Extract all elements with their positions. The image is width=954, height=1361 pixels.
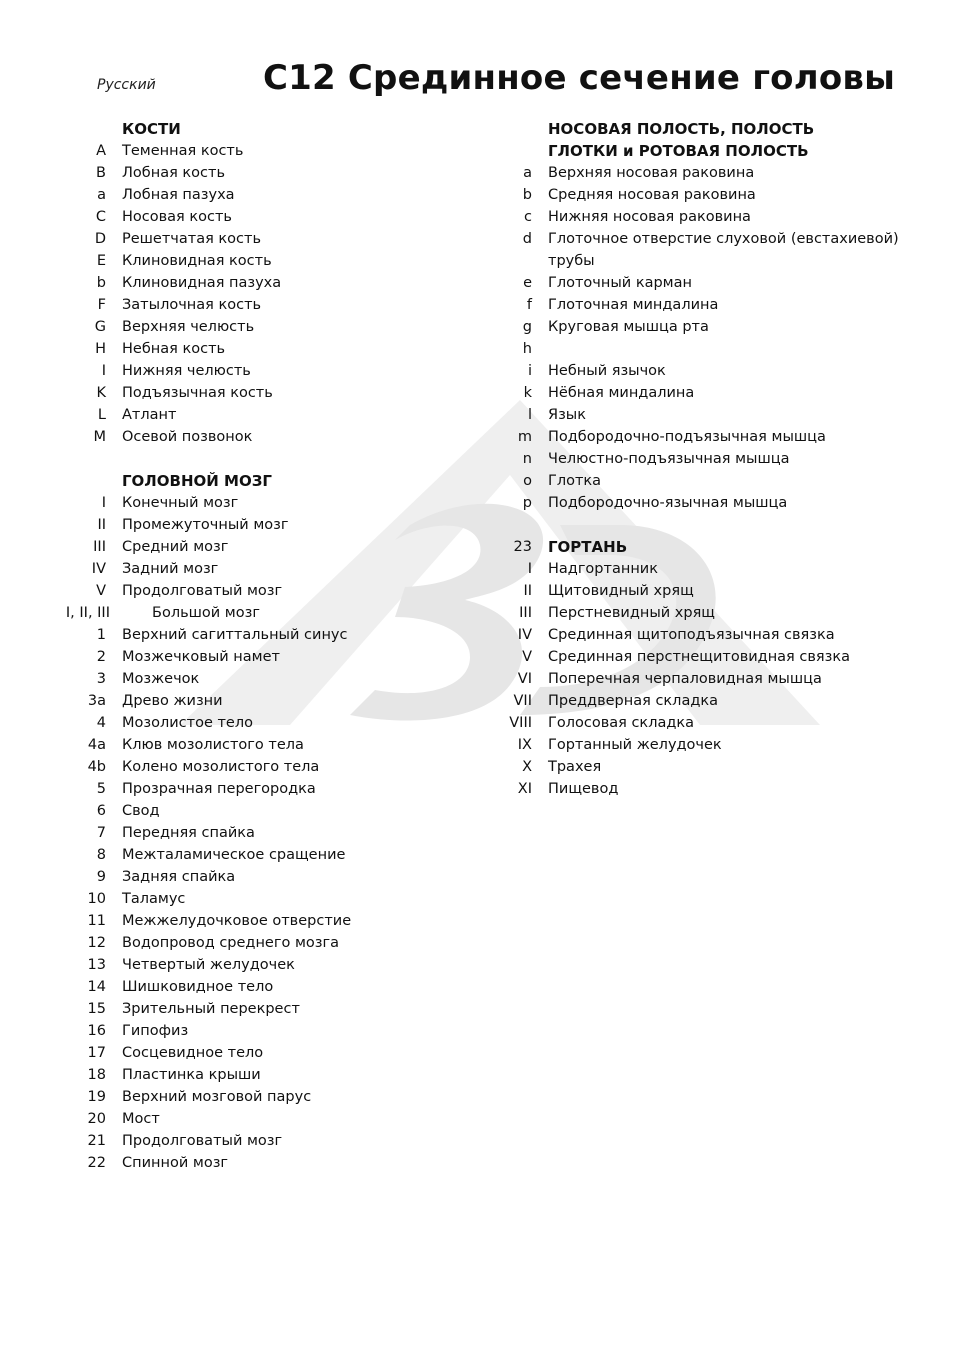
- item-label: [548, 338, 910, 360]
- item-label: Носовая кость: [122, 209, 232, 225]
- item-label: Четвертый желудочек: [122, 957, 295, 973]
- section-heading-cavity: НОСОВАЯ ПОЛОСТЬ, ПОЛОСТЬ: [548, 120, 815, 138]
- item-key: p: [522, 495, 532, 511]
- list-item: [60, 998, 440, 1020]
- item-label: Верхний сагиттальный синус: [122, 627, 348, 643]
- item-key: II: [523, 583, 532, 599]
- item-key: G: [94, 319, 106, 335]
- list-item: [60, 800, 440, 822]
- list-item: [60, 910, 440, 932]
- list-item: [470, 272, 910, 294]
- list-item: [60, 1086, 440, 1108]
- left-column: [60, 118, 440, 1174]
- list-item: [470, 294, 910, 316]
- list-item: [60, 1042, 440, 1064]
- item-key: 9: [96, 869, 106, 885]
- list-item: [60, 976, 440, 998]
- item-key: 21: [87, 1133, 106, 1149]
- item-label: Мозолистое тело: [122, 715, 253, 731]
- item-label: Затылочная кость: [122, 297, 262, 313]
- list-item: [60, 558, 440, 580]
- list-item: [60, 184, 440, 206]
- item-label: Зрительный перекрест: [122, 1001, 300, 1017]
- list-item: [60, 690, 440, 712]
- item-key: 13: [87, 957, 106, 973]
- page-title: C12 Срединное сечение головы: [263, 58, 896, 98]
- item-key: l: [527, 407, 532, 423]
- list-item: [60, 888, 440, 910]
- item-label: Древо жизни: [122, 693, 223, 709]
- item-label: Средний мозг: [122, 539, 229, 555]
- list-item: [470, 228, 910, 250]
- list-item: [470, 734, 910, 756]
- item-label: Трахея: [548, 759, 602, 775]
- item-label: Гортанный желудочек: [548, 737, 722, 753]
- item-key: B: [96, 165, 106, 181]
- section-heading-larynx: 23 ГОРТАНЬ: [513, 538, 628, 556]
- list-item: [60, 294, 440, 316]
- item-key: 20: [87, 1111, 106, 1127]
- item-key: i: [527, 363, 532, 379]
- item-key: VII: [513, 693, 532, 709]
- item-key: 4b: [87, 759, 106, 775]
- item-label: трубы: [548, 253, 595, 269]
- item-key: III: [519, 605, 532, 621]
- list-item: [470, 712, 910, 734]
- list-item: [470, 778, 910, 800]
- list-item: [470, 470, 910, 492]
- list-item: [470, 492, 910, 514]
- item-key: I: [101, 495, 106, 511]
- item-label: Щитовидный хрящ: [548, 583, 694, 599]
- list-item: [60, 844, 440, 866]
- item-key: 15: [87, 1001, 106, 1017]
- item-label: Челюстно-подъязычная мышца: [548, 451, 790, 467]
- item-label: Колено мозолистого тела: [122, 759, 320, 775]
- list-item: [60, 712, 440, 734]
- list-item: [60, 250, 440, 272]
- item-key: E: [96, 253, 106, 269]
- item-key: b: [522, 187, 532, 203]
- item-key: M: [93, 429, 106, 445]
- list-item: [60, 932, 440, 954]
- item-label: Нижняя челюсть: [122, 363, 251, 379]
- brain-roman-list: [60, 492, 440, 602]
- item-label: Лобная пазуха: [122, 187, 235, 203]
- item-key: L: [97, 407, 106, 423]
- list-item: [60, 1108, 440, 1130]
- item-label: Передняя спайка: [122, 825, 255, 841]
- item-label: Спинной мозг: [122, 1155, 229, 1171]
- list-item: [60, 822, 440, 844]
- list-item: [60, 580, 440, 602]
- list-item: [60, 162, 440, 184]
- item-key: 16: [87, 1023, 106, 1039]
- item-label: Мост: [122, 1111, 160, 1127]
- item-key: n: [522, 451, 532, 467]
- list-item: [60, 140, 440, 162]
- item-label: Надгортанник: [548, 561, 658, 577]
- item-label: Клиновидная кость: [122, 253, 272, 269]
- item-key: A: [96, 143, 106, 159]
- item-key: 3: [96, 671, 106, 687]
- item-key: 10: [87, 891, 106, 907]
- item-key: K: [96, 385, 106, 401]
- item-label: Задний мозг: [122, 561, 219, 577]
- list-item: [470, 580, 910, 602]
- item-key: D: [94, 231, 106, 247]
- item-key: m: [517, 429, 532, 445]
- item-key: 4a: [87, 737, 106, 753]
- list-item: [470, 404, 910, 426]
- item-key: IV: [91, 561, 106, 577]
- larynx-list: [470, 558, 910, 800]
- item-label: Перстневидный хрящ: [548, 605, 715, 621]
- section-heading-bones: КОСТИ: [122, 120, 181, 138]
- item-label: Нижняя носовая раковина: [548, 209, 751, 225]
- brain-parts-list: [60, 624, 440, 1174]
- list-item: I, II, III Большой мозг: [65, 605, 260, 621]
- item-label: Мозжечковый намет: [122, 649, 280, 665]
- list-item: [60, 514, 440, 536]
- item-label: Атлант: [122, 407, 177, 423]
- list-item: [60, 1020, 440, 1042]
- item-label: Водопровод среднего мозга: [122, 935, 339, 951]
- item-label: Осевой позвонок: [122, 429, 253, 445]
- item-key: 3a: [87, 693, 106, 709]
- item-key: V: [522, 649, 532, 665]
- item-label: Подъязычная кость: [122, 385, 273, 401]
- item-key: VIII: [509, 715, 532, 731]
- item-label: Клиновидная пазуха: [122, 275, 282, 291]
- item-key: IX: [517, 737, 532, 753]
- list-item: [60, 866, 440, 888]
- item-key: I: [527, 561, 532, 577]
- item-key: VI: [517, 671, 532, 687]
- item-label: Межталамическое сращение: [122, 847, 346, 863]
- list-item: [470, 184, 910, 206]
- item-key: V: [96, 583, 106, 599]
- list-item: [60, 492, 440, 514]
- list-item: [470, 316, 910, 338]
- item-label: Глотка: [548, 473, 602, 489]
- list-item: [60, 778, 440, 800]
- list-item: [470, 690, 910, 712]
- list-item: [60, 734, 440, 756]
- item-label: Нёбная миндалина: [548, 385, 695, 401]
- item-label: Глоточное отверстие слуховой (евстахиевой): [548, 231, 899, 247]
- section-heading-brain: ГОЛОВНОЙ МОЗГ: [122, 472, 272, 490]
- item-key: 6: [96, 803, 106, 819]
- item-key: 4: [96, 715, 106, 731]
- list-item: [60, 404, 440, 426]
- item-label: Таламус: [122, 891, 186, 907]
- list-item: [470, 162, 910, 184]
- item-key: 17: [87, 1045, 106, 1061]
- item-label: Мозжечок: [122, 671, 200, 687]
- item-key: f: [526, 297, 532, 313]
- item-key: 5: [96, 781, 106, 797]
- item-key: 11: [87, 913, 106, 929]
- item-label: Продолговатый мозг: [122, 583, 283, 599]
- list-item: [60, 646, 440, 668]
- list-item: [60, 1064, 440, 1086]
- item-label: Решетчатая кость: [122, 231, 262, 247]
- item-key: XI: [517, 781, 532, 797]
- item-key: 19: [87, 1089, 106, 1105]
- right-column: [470, 118, 910, 800]
- item-label: Клюв мозолистого тела: [122, 737, 304, 753]
- item-label: Поперечная черпаловидная мышца: [548, 671, 822, 687]
- list-item: [470, 360, 910, 382]
- bones-list: [60, 140, 440, 448]
- item-key: H: [95, 341, 106, 357]
- item-key: k: [523, 385, 532, 401]
- item-label: Срединная щитоподъязычная связка: [548, 627, 835, 643]
- item-label: Небный язычок: [548, 363, 666, 379]
- item-key: 12: [87, 935, 106, 951]
- item-label: Срединная перстнещитовидная связка: [548, 649, 850, 665]
- section-heading-cavity-line2: ГЛОТКИ и РОТОВАЯ ПОЛОСТЬ: [548, 142, 809, 160]
- list-item: [470, 668, 910, 690]
- list-item: [470, 448, 910, 470]
- item-label: Верхняя носовая раковина: [548, 165, 755, 181]
- list-item: [470, 756, 910, 778]
- item-key: IV: [517, 627, 532, 643]
- item-label: Гипофиз: [122, 1023, 189, 1039]
- item-label: Верхняя челюсть: [122, 319, 255, 335]
- list-item: [470, 602, 910, 624]
- item-label: Язык: [548, 407, 586, 423]
- item-key: [470, 250, 548, 272]
- item-label: Межжелудочковое отверстие: [122, 913, 352, 929]
- item-key: e: [523, 275, 532, 291]
- item-label: Сосцевидное тело: [122, 1045, 264, 1061]
- item-key: 1: [96, 627, 106, 643]
- language-label: Русский: [97, 77, 156, 93]
- item-label: Небная кость: [122, 341, 226, 357]
- list-item: [470, 382, 910, 404]
- item-label: Глоточная миндалина: [548, 297, 719, 313]
- item-label: Лобная кость: [122, 165, 226, 181]
- list-item: [60, 338, 440, 360]
- item-label: Шишковидное тело: [122, 979, 274, 995]
- item-key: b: [96, 275, 106, 291]
- list-item: [470, 624, 910, 646]
- item-label: Продолговатый мозг: [122, 1133, 283, 1149]
- list-item: [60, 228, 440, 250]
- item-key: I: [101, 363, 106, 379]
- cavity-list: [470, 162, 910, 514]
- item-key: III: [93, 539, 106, 555]
- item-key: II: [97, 517, 106, 533]
- list-item: [60, 756, 440, 778]
- list-item: [60, 1152, 440, 1174]
- item-label: Пищевод: [548, 781, 619, 797]
- list-item: [470, 206, 910, 228]
- item-label: Свод: [122, 803, 160, 819]
- list-item: [60, 360, 440, 382]
- item-label: Круговая мышца рта: [548, 319, 709, 335]
- item-label: Преддверная складка: [548, 693, 718, 709]
- list-item: [470, 338, 910, 360]
- item-label: Голосовая складка: [548, 715, 695, 731]
- item-key: h: [522, 341, 532, 357]
- list-item: [470, 426, 910, 448]
- item-label: Прозрачная перегородка: [122, 781, 316, 797]
- item-key: c: [524, 209, 532, 225]
- item-key: a: [523, 165, 532, 181]
- list-item: [470, 558, 910, 580]
- list-item: [60, 668, 440, 690]
- item-key: 18: [87, 1067, 106, 1083]
- item-label: Подбородочно-подъязычная мышца: [548, 429, 826, 445]
- item-key: X: [522, 759, 532, 775]
- item-label: Промежуточный мозг: [122, 517, 289, 533]
- item-label: Подбородочно-язычная мышца: [548, 495, 788, 511]
- list-item: [60, 1130, 440, 1152]
- item-key: F: [97, 297, 106, 313]
- list-item: [470, 250, 910, 272]
- list-item: [60, 382, 440, 404]
- item-label: Теменная кость: [122, 143, 244, 159]
- item-key: 14: [87, 979, 106, 995]
- list-item: [60, 954, 440, 976]
- list-item: [60, 536, 440, 558]
- list-item: [470, 646, 910, 668]
- item-label: Глоточный карман: [548, 275, 692, 291]
- item-label: Задняя спайка: [122, 869, 236, 885]
- item-key: g: [522, 319, 532, 335]
- item-key: C: [95, 209, 106, 225]
- item-label: Конечный мозг: [122, 495, 239, 511]
- item-key: 7: [96, 825, 106, 841]
- list-item: [60, 316, 440, 338]
- list-item: [60, 206, 440, 228]
- item-label: Пластинка крыши: [122, 1067, 261, 1083]
- list-item: [60, 426, 440, 448]
- item-key: 2: [96, 649, 106, 665]
- item-label: Средняя носовая раковина: [548, 187, 756, 203]
- list-item: [60, 272, 440, 294]
- list-item: [60, 624, 440, 646]
- item-key: d: [522, 231, 532, 247]
- item-key: 8: [96, 847, 106, 863]
- item-label: Верхний мозговой парус: [122, 1089, 312, 1105]
- item-key: a: [97, 187, 106, 203]
- item-key: 22: [87, 1155, 106, 1171]
- item-key: o: [523, 473, 532, 489]
